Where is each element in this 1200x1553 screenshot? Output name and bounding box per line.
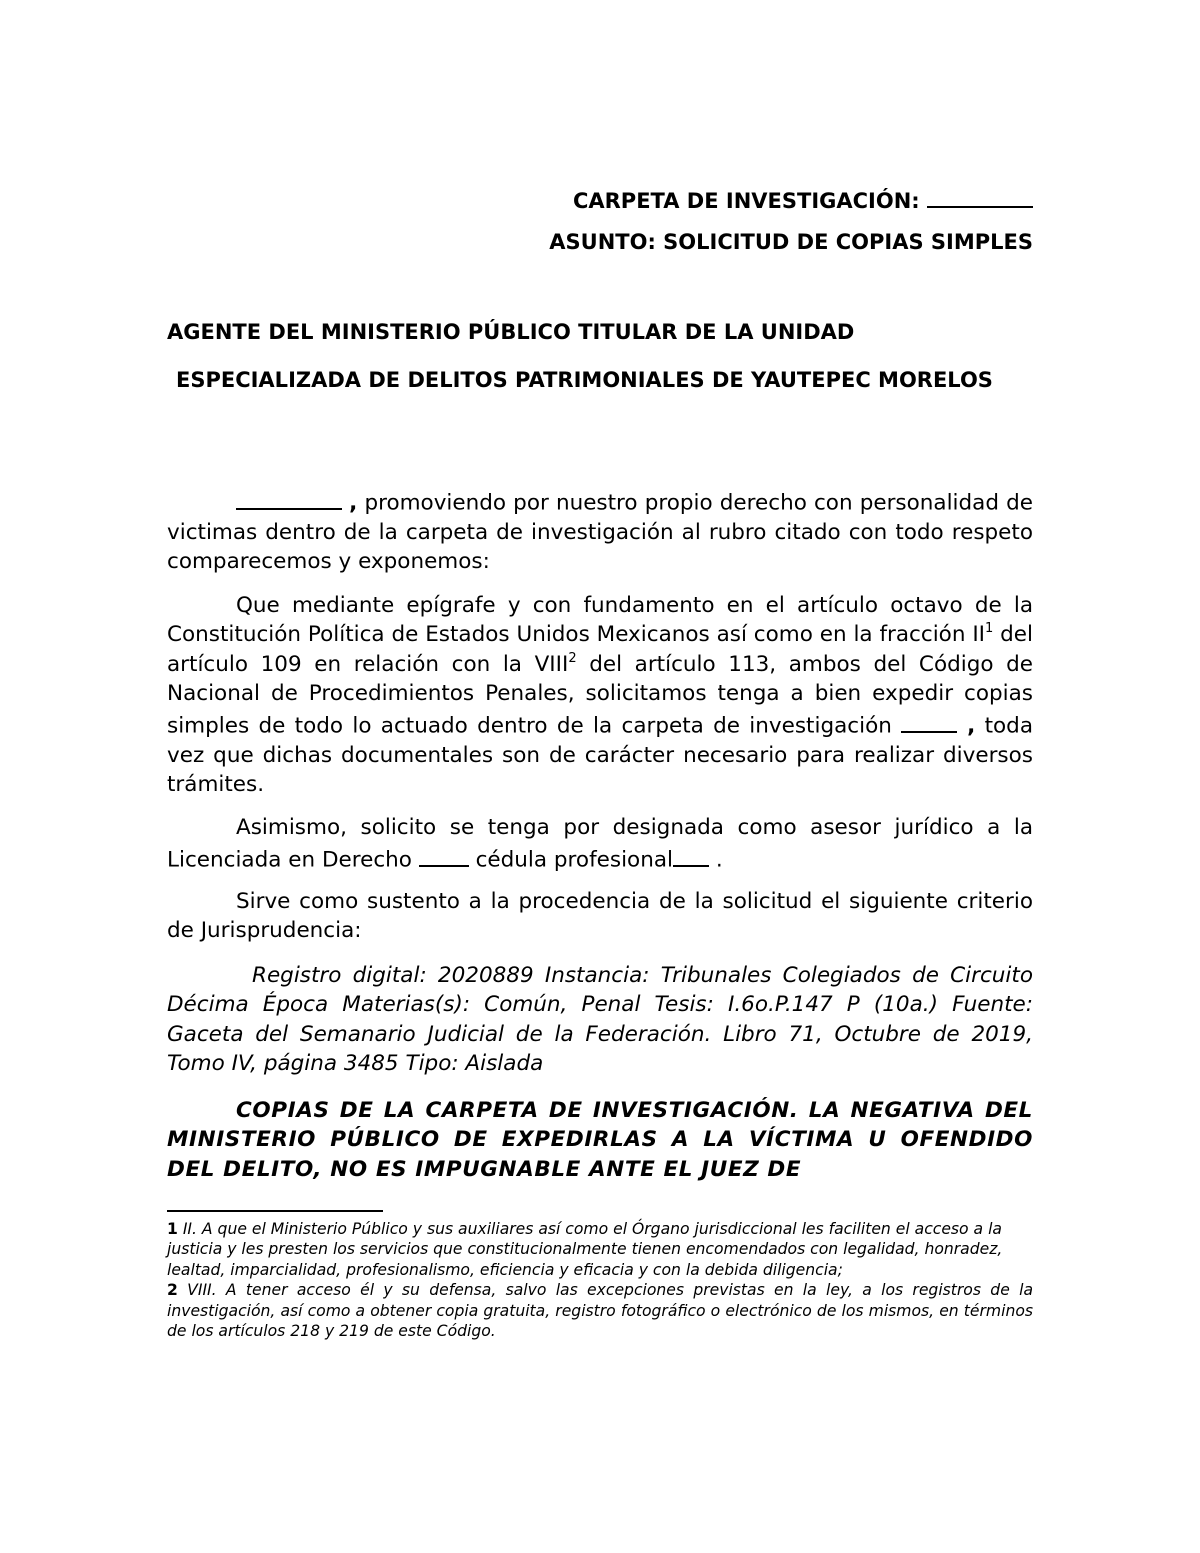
fundamento-comma: ,	[957, 713, 976, 739]
paragraph-sustento: Sirve como sustento a la procedencia de la solicitud el siguiente criterio de Jurisprudencia:	[167, 889, 1033, 944]
footnote-2-text: VIII. A tener acceso él y su defensa, salvo las excepciones previstas en la ley, a los registros de la investigación, así como a obtener copia gratuita, registro fotográfico o electrónico de los mismos, en términos de los artículos 218 y 219 de este Código.	[167, 1281, 1033, 1341]
asesor-text-1: Asimismo, solicito se tenga por designada como asesor jurídico a la Licenciada en Derecho	[167, 815, 1033, 873]
addressee-line-1: AGENTE DEL MINISTERIO PÚBLICO TITULAR DE LA UNIDAD	[167, 320, 855, 344]
registro-citation: Registro digital: 2020889 Instancia: Tribunales Colegiados de Circuito Décima Época Materias(s): Común, Penal Tesis: I.6o.P.147 P (10a.) Fuente: Gaceta del Semanario Judicial de la Federación. Libro 71, Octubre de 2019, Tomo IV, página 3485 Tipo: Aislada	[167, 963, 1033, 1076]
footnote-2-number: 2	[167, 1281, 178, 1300]
footnote-2	[167, 1280, 1033, 1341]
fundamento-text-3: del artículo 113, ambos del Código de Nacional de Procedimientos Penales, solicitamos tenga a bien expedir copias simples de todo lo actuado dentro de la carpeta de investigación	[167, 651, 1033, 739]
carpeta-heading	[573, 184, 1033, 213]
tesis-title: COPIAS DE LA CARPETA DE INVESTIGACIÓN. LA NEGATIVA DEL MINISTERIO PÚBLICO DE EXPEDIRLAS A LA VÍCTIMA U OFENDIDO DEL DELITO, NO ES IMPUGNABLE ANTE EL JUEZ DE	[167, 1098, 1033, 1182]
paragraph-promoviendo	[167, 485, 1033, 576]
paragraph-promoviendo-text: promoviendo por nuestro propio derecho con personalidad de victimas dentro de la carpeta de investigación al rubro citado con todo respeto comparecemos y exponemos:	[167, 490, 1033, 575]
footnote-separator	[167, 1210, 383, 1212]
paragraph-fundamento	[167, 591, 1033, 800]
cedula-blank	[673, 842, 709, 867]
asesor-text-2: cédula profesional	[468, 847, 673, 873]
fundamento-text-2: del artículo 109 en relación con la VIII	[167, 622, 1034, 677]
fundamento-text-1: Que mediante epígrafe y con fundamento en el artículo octavo de la Constitución Política de Estados Unidos Mexicanos así como en la fracción II	[167, 593, 1033, 648]
carpeta-number-blank-2	[901, 708, 957, 733]
carpeta-number-blank	[927, 184, 1033, 208]
footnotes	[167, 1219, 1033, 1341]
fundamento-text-4: toda vez que dichas documentales son de carácter necesario para realizar diversos trámites.	[167, 713, 1033, 798]
footnote-1	[167, 1219, 1033, 1280]
footnote-ref-1: 1	[985, 621, 994, 637]
asesor-text-3: .	[708, 847, 723, 873]
paragraph-asesor	[167, 813, 1033, 875]
footnote-1-text: II. A que el Ministerio Público y sus auxiliares así como el Órgano jurisdiccional les faciliten el acceso a la justicia y les presten los servicios que constitucionalmente tienen encomendados con legalidad, honradez, lealtad, imparcialidad, profesionalismo, eficiencia y eficacia y con la debida diligencia;	[167, 1220, 1003, 1279]
addressee-line-2: ESPECIALIZADA DE DELITOS PATRIMONIALES DE YAUTEPEC MORELOS	[176, 368, 993, 392]
footnote-1-number: 1	[167, 1220, 178, 1238]
promovente-name-blank	[236, 485, 342, 510]
asunto-heading: ASUNTO: SOLICITUD DE COPIAS SIMPLES	[549, 230, 1033, 254]
asesor-name-blank	[419, 842, 469, 867]
footnote-ref-2: 2	[568, 650, 577, 666]
carpeta-label: CARPETA DE INVESTIGACIÓN:	[572, 189, 920, 214]
promovente-comma: ,	[349, 490, 358, 516]
